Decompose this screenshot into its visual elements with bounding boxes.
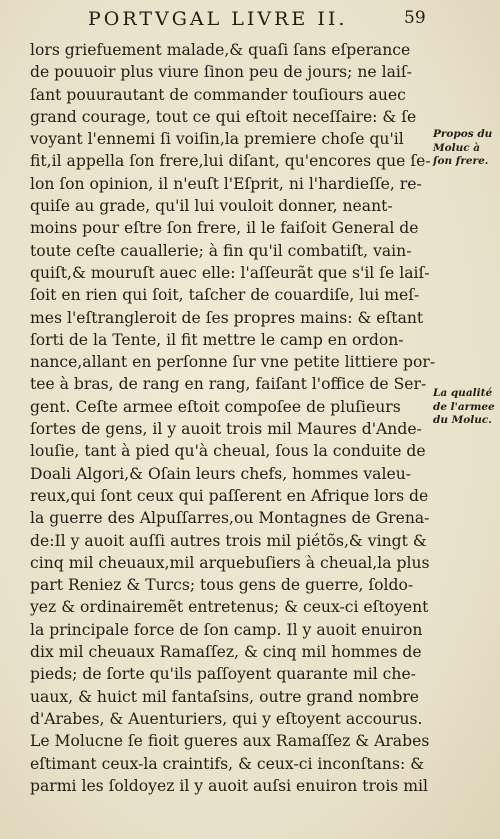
margin-note-line: La qualité [433, 387, 493, 399]
text-line: yez & ordinairemẽt entretenus; & ceux-ci eſtoyent [30, 598, 429, 617]
margin-note-line: Propos du [433, 128, 493, 140]
text-line: toute ceſte cauallerie; à fin qu'il combatiſt, vain- [30, 241, 412, 260]
text-line: la principale force de ſon camp. Il y auoit enuiron [30, 620, 423, 639]
margin-note-line: de l'armee [433, 400, 495, 413]
text-line: ſortes de gens, il y auoit trois mil Maures d'Ande- [30, 420, 422, 439]
text-line: ſorti de la Tente, il fit mettre le camp en ordon- [30, 330, 404, 349]
text-line: Doali Algori,& Oſain leurs chefs, hommes valeu- [30, 464, 412, 483]
text-line: eſtimant ceux-la craintifs, & ceux-ci inconſtans: & [30, 754, 425, 773]
text-line: moins pour eſtre ſon frere, il le faiſoit General de [30, 219, 419, 238]
text-line: tee à bras, de rang en rang, faiſant l'office de Ser- [30, 375, 427, 394]
page-number: 59 [404, 8, 426, 28]
text-line: lors griefuement malade,& quaſi ſans eſperance [30, 41, 411, 59]
text-line: fit,il appella ſon frere,lui diſant, qu'encores que ſe- [30, 152, 431, 171]
text-line: d'Arabes, & Auenturiers, qui y eſtoyent accourus. [30, 709, 423, 728]
margin-note-qualite [433, 387, 495, 428]
text-line: nance,allant en perſonne ſur vne petite littiere por- [30, 353, 436, 372]
margin-note-line: Moluc à [433, 141, 481, 154]
text-line: uaux, & huict mil fantaſsins, outre grand nombre [30, 687, 420, 706]
text-line: quiſe au grade, qu'il lui vouloit donner, neant- [30, 197, 393, 216]
text-line: Le Molucne ſe fioit gueres aux Ramaſſez & Arabes [30, 732, 430, 751]
text-line: part Reniez & Turcs; tous gens de guerre, ſoldo- [30, 576, 414, 595]
text-line: de:Il y auoit auſſi autres trois mil piétõs,& vingt & [30, 531, 427, 550]
text-line: de pouuoir plus viure ſinon peu de jours; ne laiſ- [30, 63, 412, 82]
text-line: parmi les ſoldoyez il y auoit auſsi enuiron trois mil [30, 776, 429, 795]
text-line: ſoit en rien qui ſoit, taſcher de couardiſe, lui meſ- [30, 286, 420, 305]
body-text [30, 39, 436, 797]
text-line: ſant pouurautant de commander touſiours auec [30, 85, 406, 104]
text-line: gent. Ceſte armee eſtoit compoſee de pluſieurs [30, 397, 401, 416]
text-line: mes l'eſtrangleroit de ſes propres mains: & eſtant [30, 308, 424, 327]
text-line: la guerre des Alpuſſarres,ou Montagnes de Grena- [30, 509, 430, 528]
page-header [70, 6, 430, 32]
text-line: grand courage, tout ce qui eſtoit neceſſaire: & ſe [30, 107, 417, 126]
text-line: cinq mil cheuaux,mil arquebuſiers à cheual,la plus [30, 553, 430, 572]
margin-note-propos [433, 128, 495, 169]
margin-note-line: du Moluc. [433, 414, 492, 426]
text-line: voyant l'ennemi ſi voiſin,la premiere choſe qu'il [30, 130, 404, 149]
text-line: lon ſon opinion, il n'euſt l'Eſprit, ni l'hardieſſe, re- [30, 174, 422, 193]
text-line: dix mil cheuaux Ramaſſez, & cinq mil hommes de [30, 643, 422, 662]
text-line: louſie, tant à pied qu'à cheual, ſous la conduite de [30, 442, 426, 461]
text-line: reux,qui ſont ceux qui paſſerent en Afrique lors de [30, 486, 429, 505]
margin-note-line: ſon frere. [433, 155, 489, 167]
running-title: PORTVGAL LIVRE II. [88, 8, 348, 30]
text-line: pieds; de ſorte qu'ils paſſoyent quarante mil che- [30, 665, 416, 684]
text-line: quiſt,& mouruſt auec elle: l'aſſeurãt que s'il ſe laiſ- [30, 263, 430, 282]
